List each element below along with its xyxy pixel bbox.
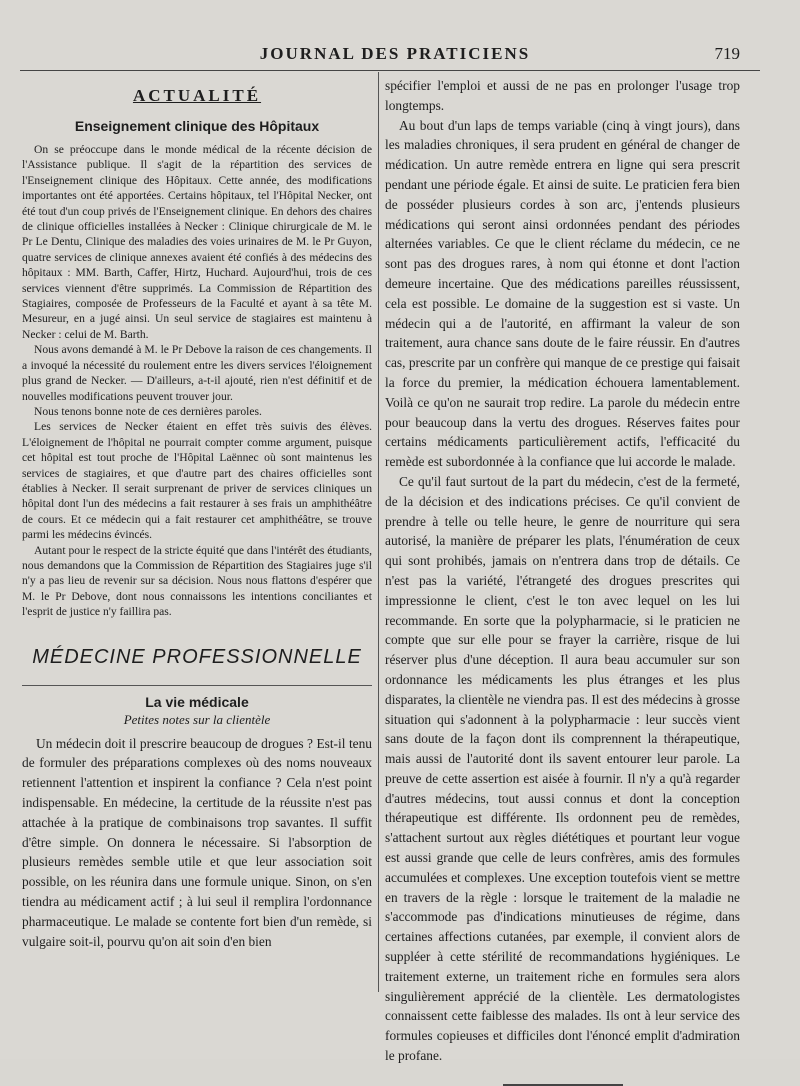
section-title-actualite: ACTUALITÉ bbox=[132, 86, 262, 105]
running-head-title: JOURNAL DES PRATICIENS bbox=[259, 44, 531, 63]
article-title-vie-medicale: La vie médicale bbox=[145, 693, 249, 710]
paragraph: Un médecin doit il prescrire beaucoup de drogues ? Est-il tenu de formuler des préparations complexes où des noms nouveaux retiennent l'attention et inspirent la confiance ? Cela n'est point indispensable. En médecine, la certitude de la réussite n'est pas attachée à la pratique de combinaisons trop savantes. Il suffit d'être simple. On donnera le nécessaire. Si l'absorption de plusieurs remèdes semble utile et que leur association soit possible, on les réunira dans une formule unique. Sinon, on s'en tiendra au médicament actif ; à lui seul il remplira l'ordonnance pharmaceutique. Le malade se contente fort bien d'un remède, si vulgaire soit-il, pourvu qu'on ait soin d'en bien bbox=[22, 735, 372, 949]
paragraph: Ce qu'il faut surtout de la part du médecin, c'est de la fermeté, de la décision et des indications précises. Ce qu'il convient de prendre à telle ou telle heure, le genre de nourriture qui sera autorisé, la manière de préparer les plats, l'énumération de ceux qui sont prohibés, jamais on n'entrera dans trop de détails. Ce n'est pas la variété, l'étrangeté des drogues prescrites qui impressionne le client, c'est le ton avec lequel on les lui recommande. En sorte que la polypharmacie, si le praticien ne compte que sur elle pour se frayer la carrière, risque de lui réserver plus d'une déception. Il aura beau accumuler sur son ordonnance les médicaments les plus étranges et les plus disparates, la clientèle ne viendra pas. Il est des médecins à grosse situation qui s'adonnent à la polypharmacie : leur succès vient sans doute de la façon dont ils comprennent la thérapeutique, mais aussi de l'autorité dont ils savent entourer leur parole. La preuve de cette assertion est aisée à fournir. Il n'y a qu'à regarder d'autres médecins, tout aussi connus et dont la conception thérapeutique est différente. Ils ordonnent peu de remèdes, s'attachent surtout aux règles diététiques et pourtant leur vogue est aussi grande que celle de leurs confrères, amis des formules accumulées et complexes. Une exception toutefois vient se mettre en travers de la règle : lorsque le traitement de la maladie ne s'accommode pas d'indications minutieuses de régime, dans certaines affections cutanées, par exemple, il convient alors de suppléer à cette stérilité de recommandations hygiéniques. Le traitement externe, un traitement riche en formules sera alors singulièrement apprécié de la clientèle. Les dermatologistes connaissent cette faiblesse des malades. Ils ont à leur service des formules copieuses et difficiles dont l'énoncé emplit d'admiration le profane. bbox=[385, 473, 740, 1064]
page-number: 719 bbox=[714, 44, 740, 63]
paragraph: Au bout d'un laps de temps variable (cinq à vingt jours), dans les maladies chroniques, il sera prudent en général de changer de médication. Un autre remède entrera en ligne qui sera prescrit pendant une période égale. Et ainsi de suite. Le praticien fera bien de posséder plusieurs cordes à son arc, j'entends plusieurs médications qui seront ainsi ordonnées pendant des périodes alternées variables. Ce que le client réclame du médecin, ce ne sont pas des drogues rares, à nom qui étonne et dont l'action demeure incertaine. Que des médications pareilles réussissent, cela est possible. Le domaine de la suggestion est si vaste. Un médecin qui a de l'autorité, en affirmant la valeur de son traitement, aura chance sans doute de le faire réussir. En d'autres cas, prescrite par un confrère qui manque de ce prestige qui faisait la force du premier, la médication échouera lamentablement. Voilà ce qu'on ne saurait trop redire. La parole du médecin entre pour beaucoup dans la vertu des drogues. Réserves faites pour certains médicaments particulièrement actifs, l'efficacité du remède est subordonnée à la confiance que lui accorde le malade. bbox=[385, 117, 740, 470]
column-divider bbox=[378, 72, 379, 992]
paragraph: Autant pour le respect de la stricte équité que dans l'intérêt des étudiants, nous demandons que la Commission de Répartition des Stagiaires juge s'il n'y a pas lieu de revenir sur sa décision. Nous nous flattons d'espérer que M. le Pr Debove, dont nous connaissons les intentions conciliantes et l'esprit de justice n'y faillira pas. bbox=[22, 543, 372, 619]
right-column bbox=[385, 76, 740, 1086]
left-column bbox=[22, 76, 372, 951]
article-subtitle: Petites notes sur la clientèle bbox=[123, 711, 271, 727]
subsection-title-enseignement: Enseignement clinique des Hôpitaux bbox=[74, 118, 320, 134]
section-title-medecine-professionnelle: MÉDECINE PROFESSIONNELLE bbox=[22, 646, 372, 686]
paragraph: spécifier l'emploi et aussi de ne pas en prolonger l'usage trop longtemps. bbox=[385, 78, 740, 113]
paragraph: On se préoccupe dans le monde médical de la récente décision de l'Assistance publique. Il s'agit de la répartition des services de l'Enseignement clinique des Hôpitaux. Cette année, des modifications importantes ont été apportées. Certains hôpitaux, tel l'Hôpital Necker, ont été tout d'un coup privés de l'Enseignement clinique. En dehors des chaires de clinique officielles installées à Necker : Clinique chirurgicale de M. le Pr Le Dentu, Clinique des maladies des voies urinaires de M. le Pr Guyon, quatre services de clinique annexes avaient été confiés à des médecins des hôpitaux : MM. Barth, Caffer, Hirtz, Huchard. Aujourd'hui, trois de ces services viennent d'être supprimés. La Commission de Répartition des Stagiaires, composée de Professeurs de la Faculté et ayant à sa tête M. Mesureur, en a jugé ainsi. Un seul service de stagiaires est maintenu à Necker : celui de M. Barth. bbox=[22, 143, 372, 341]
paragraph: Les services de Necker étaient en effet très suivis des élèves. L'éloignement de l'hôpital ne pourrait compter comme argument, puisque cet hôpital est tout proche de l'Hôpital Laënnec où sont maintenus les services de stagiaires, et que d'autre part des chaires officielles sont établies à Necker. Il serait surprenant de priver de services cliniques un hôpital dont l'un des médecins a fait restaurer à ses frais un amphithéâtre de cours. Et ce médecin qui a fait restaurer cet amphithéâtre, se trouve parmi les médecins évincés. bbox=[22, 420, 372, 542]
paragraph: Nous avons demandé à M. le Pr Debove la raison de ces changements. Il a invoqué la nécessité du roulement entre les divers services l'éloignement plus grand de Necker. — D'ailleurs, a-t-il ajouté, rien n'est définitif et de nouvelles modifications peuvent trouver jour. bbox=[22, 343, 372, 403]
paragraph: Nous tenons bonne note de ces dernières paroles. bbox=[34, 404, 262, 418]
header-rule bbox=[20, 70, 760, 71]
